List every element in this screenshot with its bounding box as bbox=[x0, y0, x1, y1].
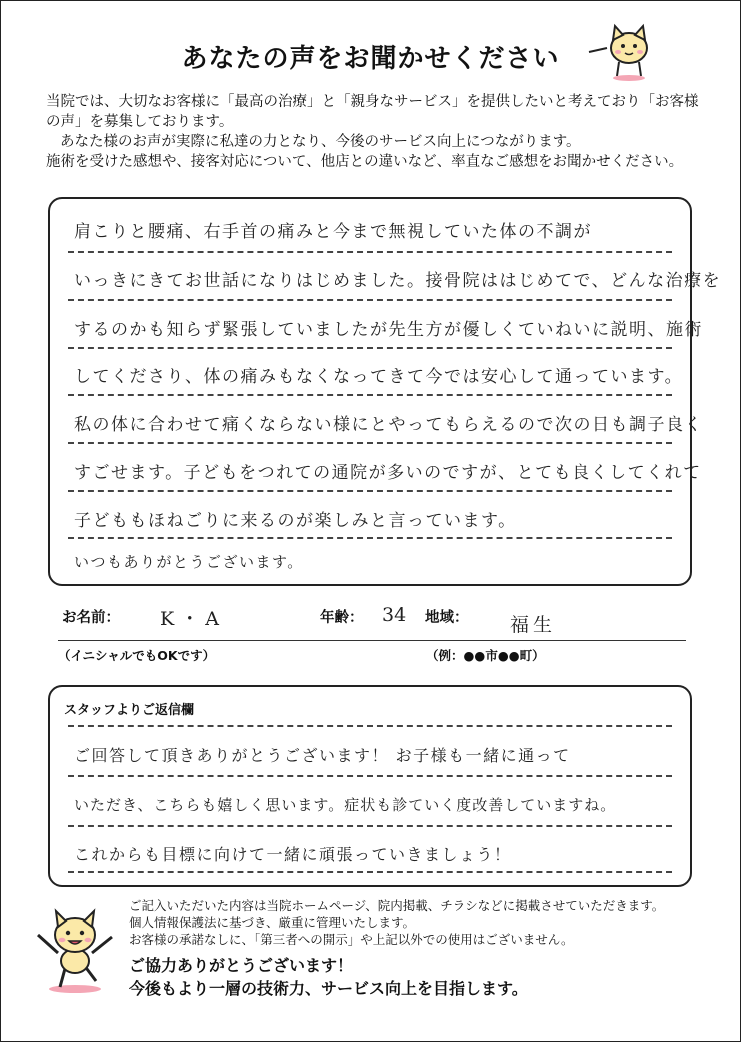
cat-mascot-icon bbox=[585, 22, 653, 82]
feedback-line: いつもありがとうございます。 bbox=[74, 553, 304, 571]
intro-line: あなた様のお声が実際に私達の力となり、今後のサービス向上につながります。 bbox=[60, 134, 581, 150]
dashed-rule bbox=[68, 347, 672, 349]
staff-reply-box bbox=[48, 685, 692, 887]
area-example-note: （例：●●市●●町） bbox=[426, 648, 545, 663]
area-label: 地域： bbox=[425, 610, 469, 626]
feedback-line: するのかも知らず緊張していましたが先生方が優しくていねいに説明、施術 bbox=[74, 320, 703, 340]
age-label: 年齢： bbox=[320, 610, 364, 626]
feedback-line: 子どももほねごりに来るのが楽しみと言っています。 bbox=[74, 511, 517, 531]
thanks-line: 今後もより一層の技術力、サービス向上を目指します。 bbox=[129, 979, 528, 998]
notice-line: 個人情報保護法に基づき、厳重に管理いたします。 bbox=[129, 915, 416, 930]
form-rule bbox=[58, 640, 686, 641]
feedback-line: 肩こりと腰痛、右手首の痛みと今まで無視していた体の不調が bbox=[74, 222, 592, 242]
feedback-line: すごせます。子どもをつれての通院が多いのですが、とても良くしてくれて bbox=[74, 463, 702, 483]
area-value: 福生 bbox=[510, 614, 557, 636]
age-value: 34 bbox=[382, 604, 407, 626]
intro-line: 当院では、大切なお客様に「最高の治療」と「親身なサービス」を提供したいと考えており「お客様の声」を募集しております。 bbox=[46, 94, 699, 130]
dashed-rule bbox=[68, 394, 672, 396]
dashed-rule bbox=[68, 299, 672, 301]
intro-line: 施術を受けた感想や、接客対応について、他店との違いなど、率直なご感想をお聞かせください。 bbox=[46, 154, 684, 170]
staff-reply-line: ご回答して頂きありがとうございます！ お子様も一緒に通って bbox=[74, 746, 571, 765]
dashed-rule bbox=[68, 251, 672, 253]
name-label: お名前： bbox=[62, 610, 120, 626]
dashed-rule bbox=[68, 490, 672, 492]
thanks-message bbox=[129, 954, 528, 1000]
staff-reply-line: いただき、こちらも嬉しく思います。症状も診ていく度改善していますね。 bbox=[74, 796, 617, 814]
page-title: あなたの声をお聞かせください bbox=[181, 44, 560, 74]
dashed-rule bbox=[68, 442, 672, 444]
intro-text bbox=[46, 92, 706, 172]
feedback-line: してくださり、体の痛みもなくなってきて今では安心して通っています。 bbox=[74, 367, 684, 387]
feedback-line: 私の体に合わせて痛くならない様にとやってもらえるので次の日も調子良く bbox=[74, 415, 703, 435]
thanks-line: ご協力ありがとうございます！ bbox=[129, 956, 354, 975]
staff-reply-line: これからも目標に向けて一緒に頑張っていきましょう！ bbox=[74, 845, 512, 864]
staff-reply-label: スタッフよりご返信欄 bbox=[64, 703, 195, 718]
dashed-rule bbox=[68, 537, 672, 539]
dashed-rule bbox=[68, 871, 672, 873]
initial-note: （イニシャルでもOKです） bbox=[58, 648, 216, 663]
privacy-notice bbox=[129, 897, 719, 948]
notice-line: お客様の承諾なしに、「第三者への開示」や上記以外での使用はございません。 bbox=[129, 932, 574, 947]
feedback-line: いっきにきてお世話になりはじめました。接骨院ははじめてで、どんな治療を bbox=[74, 271, 722, 291]
notice-line: ご記入いただいた内容は当院ホームページ、院内掲載、チラシなどに掲載させていただきます。 bbox=[129, 898, 665, 913]
name-value: K・A bbox=[160, 608, 225, 630]
dashed-rule bbox=[68, 825, 672, 827]
feedback-box bbox=[48, 197, 722, 586]
dashed-rule bbox=[68, 775, 672, 777]
cat-mascot-cheer-icon bbox=[30, 905, 120, 995]
dashed-rule bbox=[68, 725, 672, 727]
